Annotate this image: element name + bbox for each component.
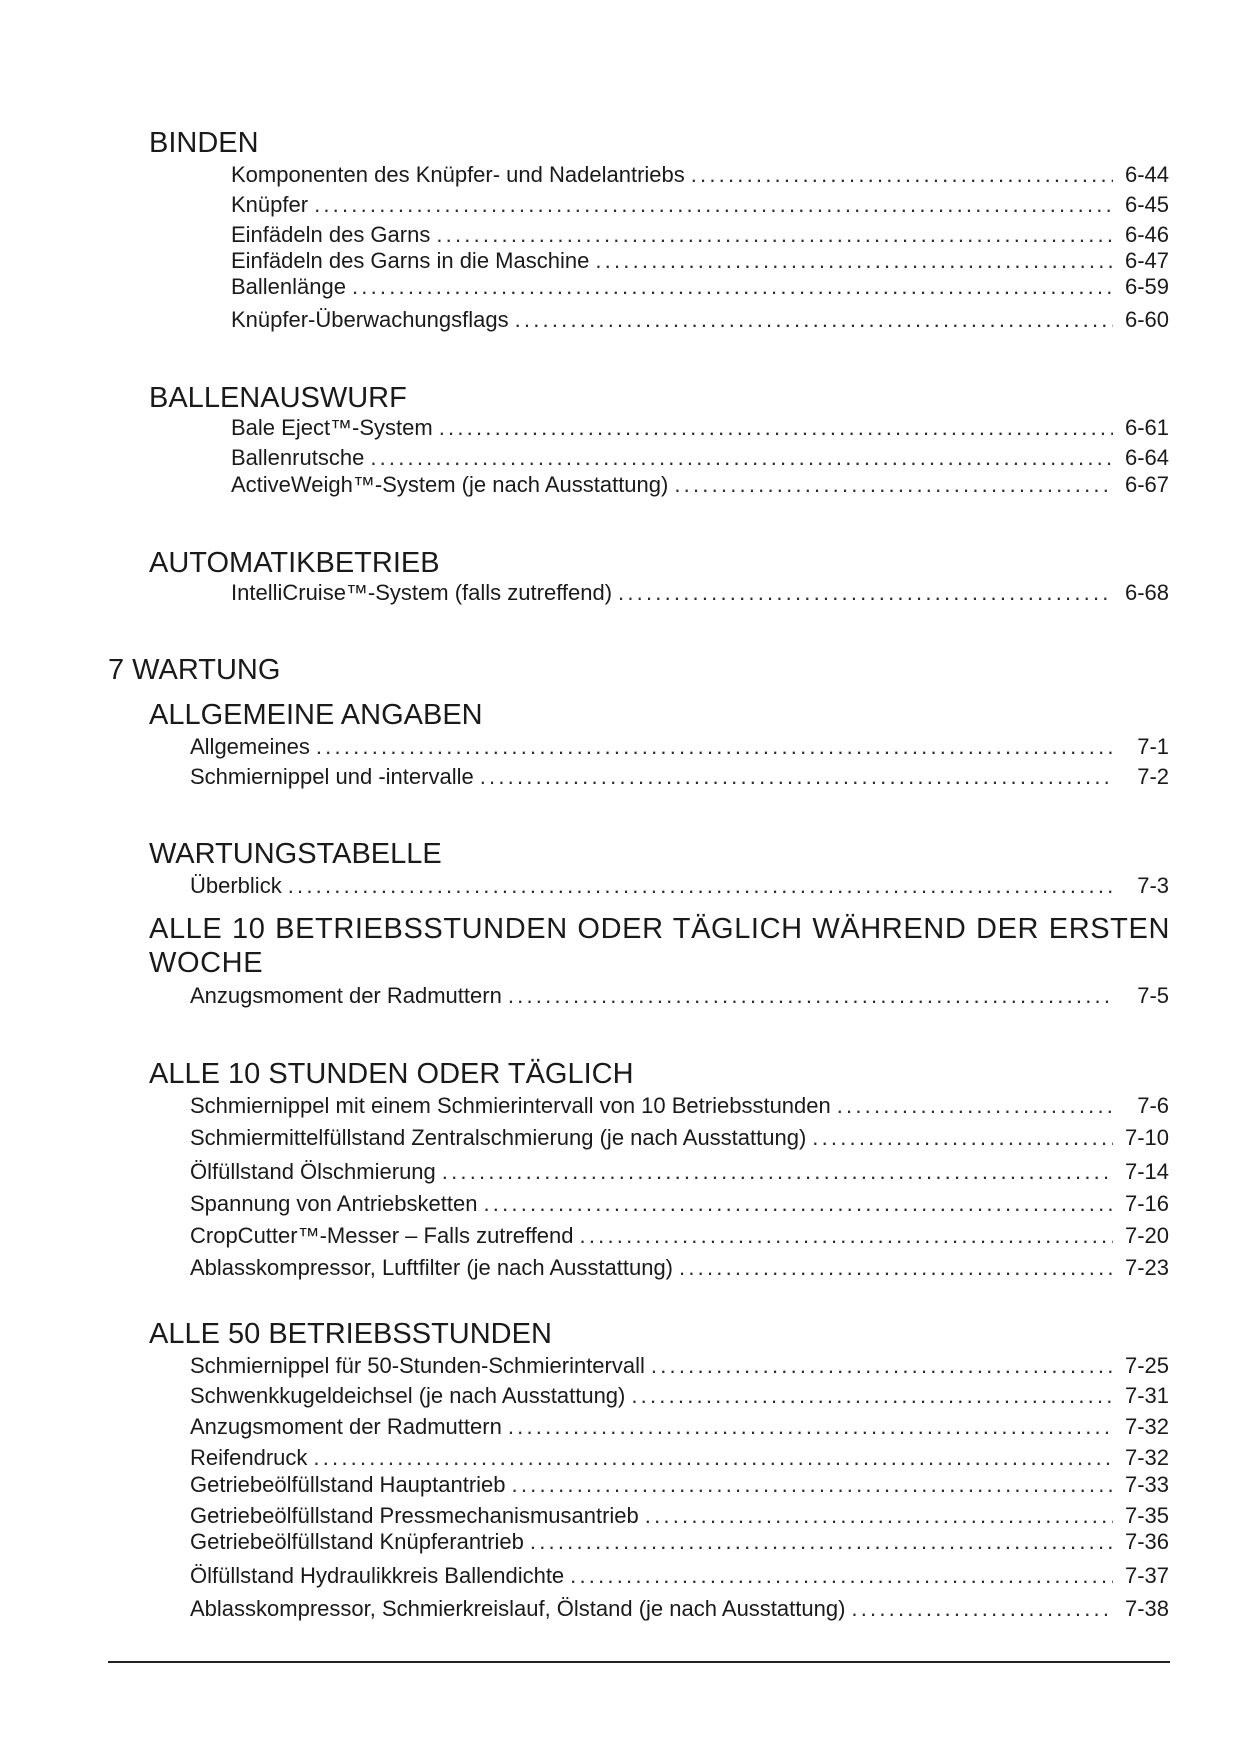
dot-leader: [288, 872, 1113, 900]
dot-leader: [508, 982, 1113, 1010]
dot-leader: [679, 1254, 1113, 1282]
toc-entry-page: 7-31: [1124, 1383, 1169, 1408]
dot-leader: [851, 1595, 1113, 1623]
toc-entry[interactable]: [190, 1413, 1169, 1441]
toc-entry-label: Knüpfer-Überwachungsflags: [231, 307, 509, 332]
section-heading: WARTUNGSTABELLE: [149, 838, 442, 870]
toc-entry[interactable]: [190, 1352, 1169, 1380]
toc-entry[interactable]: [190, 733, 1169, 761]
toc-entry[interactable]: [190, 1502, 1169, 1530]
toc-entry-page: 6-61: [1124, 415, 1169, 440]
dot-leader: [352, 273, 1113, 301]
toc-entry[interactable]: [231, 191, 1169, 219]
section-heading: AUTOMATIKBETRIEB: [149, 547, 440, 579]
toc-entry-page: 6-60: [1124, 307, 1169, 332]
toc-entry-label: Einfädeln des Garns in die Maschine: [231, 248, 590, 273]
toc-entry-label: Getriebeölfüllstand Hauptantrieb: [190, 1472, 506, 1497]
toc-entry-label: Anzugsmoment der Radmuttern: [190, 1414, 502, 1439]
toc-entry-label: ActiveWeigh™-System (je nach Ausstattung): [231, 472, 669, 497]
toc-entry[interactable]: [190, 1124, 1169, 1152]
dot-leader: [480, 763, 1113, 791]
toc-entry-page: 7-38: [1124, 1596, 1169, 1621]
dot-leader: [436, 221, 1113, 249]
toc-entry-page: 7-33: [1124, 1472, 1169, 1497]
toc-entry-page: 7-5: [1137, 983, 1169, 1008]
toc-entry-page: 6-46: [1124, 222, 1169, 247]
toc-entry[interactable]: [190, 1158, 1169, 1186]
toc-entry[interactable]: [231, 161, 1169, 189]
dot-leader: [631, 1382, 1113, 1410]
toc-entry-page: 7-23: [1124, 1255, 1169, 1280]
dot-leader: [442, 1158, 1113, 1186]
toc-entry-label: Schwenkkugeldeichsel (je nach Ausstattung): [190, 1383, 626, 1408]
dot-leader: [812, 1124, 1113, 1152]
toc-entry-page: 6-45: [1124, 192, 1169, 217]
toc-entry-page: 7-35: [1124, 1503, 1169, 1528]
toc-entry-label: Getriebeölfüllstand Pressmechanismusantrieb: [190, 1503, 639, 1528]
toc-entry-page: 7-36: [1124, 1529, 1169, 1554]
dot-leader: [595, 247, 1113, 275]
toc-entry-label: Schmiernippel und -intervalle: [190, 764, 474, 789]
dot-leader: [314, 191, 1113, 219]
toc-entry[interactable]: [190, 982, 1169, 1010]
toc-entry-page: 7-37: [1124, 1563, 1169, 1588]
toc-entry[interactable]: [231, 273, 1169, 301]
section-heading: ALLGEMEINE ANGABEN: [149, 699, 483, 731]
dot-leader: [674, 471, 1113, 499]
toc-entry-label: CropCutter™-Messer – Falls zutreffend: [190, 1223, 574, 1248]
section-heading: ALLE 10 BETRIEBSSTUNDEN ODER TÄGLICH WÄHREND DER ERSTEN WOCHE: [149, 913, 1170, 979]
toc-entry-page: 7-3: [1137, 873, 1169, 898]
toc-entry-label: Anzugsmoment der Radmuttern: [190, 983, 502, 1008]
toc-entry[interactable]: [190, 1254, 1169, 1282]
dot-leader: [508, 1413, 1113, 1441]
toc-entry[interactable]: [231, 444, 1169, 472]
toc-entry-label: Überblick: [190, 873, 282, 898]
toc-entry-label: Ölfüllstand Hydraulikkreis Ballendichte: [190, 1563, 565, 1588]
toc-entry-label: Ballenrutsche: [231, 445, 365, 470]
toc-entry-page: 6-59: [1124, 274, 1169, 299]
toc-entry-label: Ablasskompressor, Schmierkreislauf, Ölstand (je nach Ausstattung): [190, 1596, 846, 1621]
toc-entry-page: 7-20: [1124, 1223, 1169, 1248]
toc-entry-label: Knüpfer: [231, 192, 309, 217]
toc-entry-label: Spannung von Antriebsketten: [190, 1191, 478, 1216]
toc-entry[interactable]: [190, 1222, 1169, 1250]
toc-entry-page: 7-6: [1137, 1093, 1169, 1118]
toc-entry-page: 7-32: [1124, 1414, 1169, 1439]
toc-entry[interactable]: [190, 1528, 1169, 1556]
toc-entry[interactable]: [231, 414, 1169, 442]
toc-entry-label: Bale Eject™-System: [231, 415, 433, 440]
toc-entry-page: 6-44: [1124, 162, 1169, 187]
toc-entry-page: 7-25: [1124, 1353, 1169, 1378]
toc-entry-page: 7-14: [1124, 1159, 1169, 1184]
chapter-title: 7 WARTUNG: [108, 654, 281, 686]
toc-entry-label: Reifendruck: [190, 1445, 308, 1470]
toc-entry-label: Schmiernippel mit einem Schmierintervall von 10 Betriebsstunden: [190, 1093, 831, 1118]
dot-leader: [837, 1092, 1113, 1120]
dot-leader: [483, 1190, 1113, 1218]
toc-entry[interactable]: [190, 1382, 1169, 1410]
toc-entry-label: Schmiernippel für 50-Stunden-Schmierintervall: [190, 1353, 645, 1378]
toc-entry[interactable]: [190, 1092, 1169, 1120]
toc-entry-label: Ballenlänge: [231, 274, 346, 299]
toc-entry-label: Einfädeln des Garns: [231, 222, 431, 247]
dot-leader: [439, 414, 1113, 442]
section-heading: BINDEN: [149, 127, 259, 159]
toc-entry-page: 7-32: [1124, 1445, 1169, 1470]
dot-leader: [580, 1222, 1113, 1250]
dot-leader: [691, 161, 1113, 189]
dot-leader: [570, 1562, 1113, 1590]
toc-entry-page: 6-68: [1124, 580, 1169, 605]
toc-entry-page: 7-10: [1124, 1125, 1169, 1150]
dot-leader: [313, 1444, 1113, 1472]
toc-entry-label: Ölfüllstand Ölschmierung: [190, 1159, 436, 1184]
toc-entry-label: Getriebeölfüllstand Knüpferantrieb: [190, 1529, 524, 1554]
toc-entry[interactable]: [190, 1190, 1169, 1218]
dot-leader: [512, 1471, 1113, 1499]
toc-entry[interactable]: [190, 872, 1169, 900]
toc-entry[interactable]: [231, 247, 1169, 275]
section-heading: ALLE 10 STUNDEN ODER TÄGLICH: [149, 1058, 634, 1090]
toc-entry[interactable]: [231, 471, 1169, 499]
toc-entry-page: 6-64: [1124, 445, 1169, 470]
dot-leader: [618, 579, 1113, 607]
toc-entry[interactable]: [190, 763, 1169, 791]
section-heading: BALLENAUSWURF: [149, 382, 407, 414]
dot-leader: [515, 306, 1113, 334]
dot-leader: [316, 733, 1113, 761]
toc-entry[interactable]: [190, 1595, 1169, 1623]
toc-entry-label: Komponenten des Knüpfer- und Nadelantriebs: [231, 162, 685, 187]
toc-entry-label: Schmiermittelfüllstand Zentralschmierung (je nach Ausstattung): [190, 1125, 807, 1150]
toc-entry[interactable]: [190, 1444, 1169, 1472]
dot-leader: [530, 1528, 1113, 1556]
footer-divider: [108, 1661, 1170, 1663]
toc-entry-page: 7-16: [1124, 1191, 1169, 1216]
toc-entry-label: Allgemeines: [190, 734, 310, 759]
toc-entry[interactable]: [190, 1471, 1169, 1499]
toc-entry-page: 6-47: [1124, 248, 1169, 273]
toc-entry[interactable]: [231, 221, 1169, 249]
toc-entry-label: Ablasskompressor, Luftfilter (je nach Ausstattung): [190, 1255, 674, 1280]
dot-leader: [645, 1502, 1113, 1530]
section-heading: ALLE 50 BETRIEBSSTUNDEN: [149, 1318, 552, 1350]
toc-entry-page: 6-67: [1124, 472, 1169, 497]
toc-entry[interactable]: [231, 306, 1169, 334]
toc-entry-page: 7-1: [1137, 734, 1169, 759]
dot-leader: [651, 1352, 1113, 1380]
toc-entry[interactable]: [190, 1562, 1169, 1590]
toc-entry[interactable]: [231, 579, 1169, 607]
dot-leader: [370, 444, 1113, 472]
toc-entry-page: 7-2: [1137, 764, 1169, 789]
toc-entry-label: IntelliCruise™-System (falls zutreffend): [231, 580, 613, 605]
